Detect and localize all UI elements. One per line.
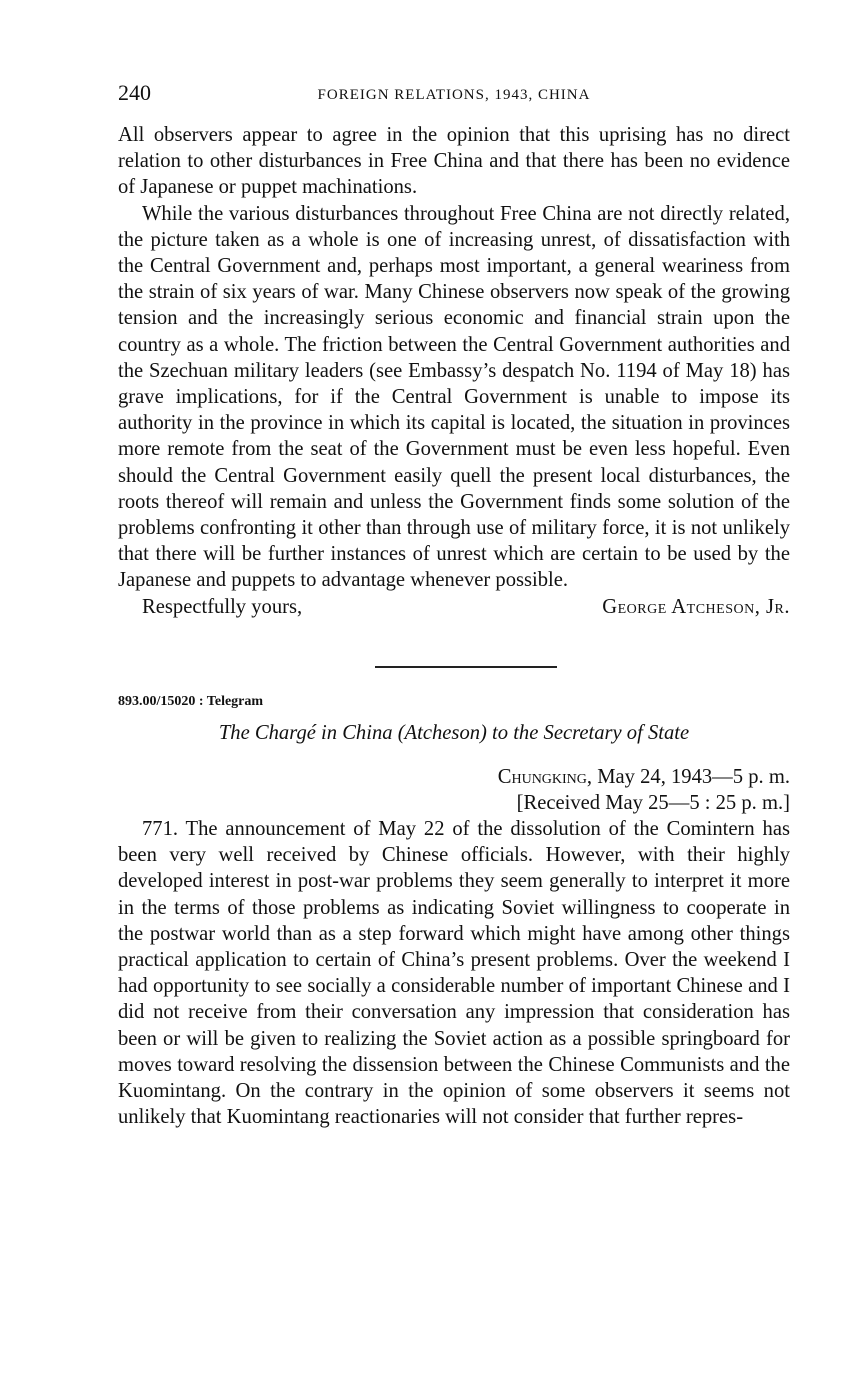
dateline-place: Chungking,: [497, 765, 593, 788]
document-title: The Chargé in China (Atcheson) to the Secretary of State: [218, 721, 690, 744]
salutation: Respectfully yours,: [142, 595, 303, 618]
document-page: [118, 78, 790, 1131]
received-line: [Received May 25—5 : 25 p. m.]: [516, 791, 790, 814]
page-number: 240: [118, 80, 151, 105]
telegram-body: 771. The announcement of May 22 of the dissolution of the Comintern has been very well received by Chinese officials. However, with their highly developed interest in post-war problems they seem generally to interpret it more in the terms of those problems as indicating Soviet willingness to cooperate in the postwar world than as a step forward which might have among other things practical application to certain of China’s present problems. Over the weekend I had opportunity to see socially a considerable number of important Chinese and I did not receive from their conversation any impression that consideration has been or will be given to realizing the Soviet action as a possible springboard for moves toward resolving the dissension between the Chinese Communists and the Kuomintang. On the contrary in the opinion of some observers it seems not unlikely that Kuomintang reactionaries will not consider that further repres-: [118, 818, 790, 1129]
dateline-date: May 24, 1943—5 p. m.: [592, 765, 790, 788]
signature: George Atcheson, Jr.: [602, 595, 790, 618]
letter-closing: [118, 594, 790, 622]
section-divider: [375, 666, 557, 668]
file-reference: 893.00/15020 : Telegram: [118, 693, 264, 709]
paragraph-disturbances: While the various disturbances throughout Free China are not directly related, the picture taken as a whole is one of increasing unrest, of dissatisfaction with the Central Government and, perhaps most important, a general weariness from the strain of six years of war. Many Chinese observers now speak of the growing tension and the increasingly serious economic and financial strain upon the country as a whole. The friction between the Central Government authorities and the Szechuan military leaders (see Embassy’s despatch No. 1194 of May 18) has grave implications, for if the Central Government is unable to impose its authority in the province in which its capital is located, the situation in provinces more remote from the seat of the Government must be even less hopeful. Even should the Central Government easily quell the present local disturbances, the roots thereof will remain and unless the Government finds some solution of the problems confronting it other than through use of military force, it is not unlikely that there will be further instances of unrest which are certain to be used by the Japanese and puppets to advantage whenever possible.: [118, 202, 790, 592]
running-head: FOREIGN RELATIONS, 1943, CHINA: [317, 87, 591, 103]
paragraph-observers: All observers appear to agree in the opinion that this uprising has no direct relation to other disturbances in Free China and that there has been no evidence of Japanese or puppet machinations.: [118, 124, 790, 199]
dateline: [118, 764, 790, 790]
page-header: [118, 78, 790, 112]
